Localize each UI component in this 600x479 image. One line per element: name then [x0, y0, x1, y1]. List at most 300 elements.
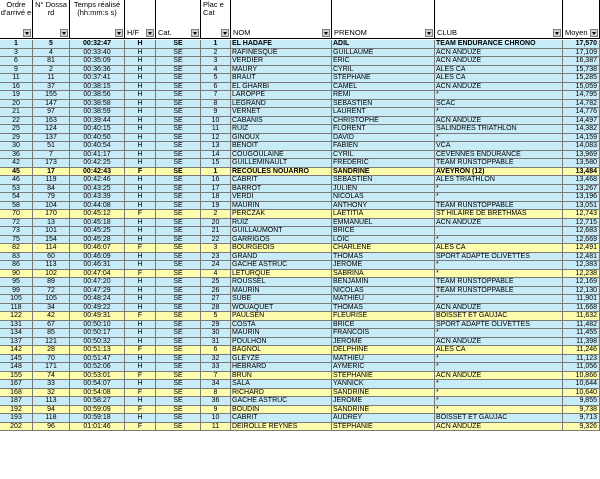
- table-row[interactable]: [0, 108, 600, 117]
- cell-prenom[interactable]: SANDRINE: [332, 389, 435, 398]
- cell-temps[interactable]: 00:38:59: [70, 108, 125, 117]
- cell-cat[interactable]: SE: [156, 176, 201, 185]
- cell-hf[interactable]: H: [125, 49, 156, 58]
- cell-moyenne[interactable]: 12,683: [563, 227, 600, 236]
- cell-hf[interactable]: H: [125, 66, 156, 75]
- cell-moyenne[interactable]: 14,782: [563, 100, 600, 109]
- cell-ordre[interactable]: 90: [0, 270, 33, 279]
- cell-hf[interactable]: H: [125, 219, 156, 228]
- cell-moyenne[interactable]: 13,484: [563, 168, 600, 177]
- cell-ordre[interactable]: 75: [0, 236, 33, 245]
- cell-hf[interactable]: F: [125, 372, 156, 381]
- cell-club[interactable]: ALES CA: [435, 244, 563, 253]
- cell-place-cat[interactable]: 34: [201, 380, 231, 389]
- cell-ordre[interactable]: 122: [0, 312, 33, 321]
- cell-club[interactable]: ALES CA: [435, 74, 563, 83]
- header-place-cat[interactable]: Plac e Cat: [201, 0, 231, 39]
- cell-dossard[interactable]: 70: [33, 355, 70, 364]
- cell-dossard[interactable]: 119: [33, 176, 70, 185]
- cell-moyenne[interactable]: 9,738: [563, 406, 600, 415]
- table-row[interactable]: [0, 134, 600, 143]
- header-ordre[interactable]: Ordre d'arrivé e: [0, 0, 33, 39]
- cell-temps[interactable]: 00:59:18: [70, 414, 125, 423]
- cell-moyenne[interactable]: 15,738: [563, 66, 600, 75]
- table-row[interactable]: [0, 66, 600, 75]
- cell-club[interactable]: *: [435, 406, 563, 415]
- cell-nom[interactable]: HEBRARD: [231, 363, 332, 372]
- cell-dossard[interactable]: 173: [33, 159, 70, 168]
- cell-prenom[interactable]: AUDREY: [332, 414, 435, 423]
- cell-moyenne[interactable]: 11,668: [563, 304, 600, 313]
- table-row[interactable]: [0, 338, 600, 347]
- header-cat[interactable]: Cat.: [156, 0, 201, 39]
- cell-temps[interactable]: 00:54:07: [70, 380, 125, 389]
- table-row[interactable]: [0, 159, 600, 168]
- cell-dossard[interactable]: 17: [33, 168, 70, 177]
- cell-nom[interactable]: GUILLAUMONT: [231, 227, 332, 236]
- cell-moyenne[interactable]: 12,130: [563, 287, 600, 296]
- cell-nom[interactable]: CABANIS: [231, 117, 332, 126]
- cell-temps[interactable]: 00:35:09: [70, 57, 125, 66]
- cell-nom[interactable]: LAROPPE: [231, 91, 332, 100]
- cell-cat[interactable]: SE: [156, 108, 201, 117]
- cell-temps[interactable]: 00:46:09: [70, 253, 125, 262]
- cell-nom[interactable]: CABRIT: [231, 176, 332, 185]
- cell-ordre[interactable]: 95: [0, 278, 33, 287]
- table-row[interactable]: [0, 83, 600, 92]
- cell-hf[interactable]: H: [125, 142, 156, 151]
- cell-place-cat[interactable]: 31: [201, 338, 231, 347]
- cell-dossard[interactable]: 94: [33, 406, 70, 415]
- cell-moyenne[interactable]: 10,644: [563, 380, 600, 389]
- cell-temps[interactable]: 00:52:06: [70, 363, 125, 372]
- cell-nom[interactable]: GACHE ASTRUC: [231, 397, 332, 406]
- cell-place-cat[interactable]: 12: [201, 134, 231, 143]
- cell-temps[interactable]: 00:49:22: [70, 304, 125, 313]
- cell-cat[interactable]: SE: [156, 244, 201, 253]
- cell-cat[interactable]: SE: [156, 295, 201, 304]
- cell-moyenne[interactable]: 12,238: [563, 270, 600, 279]
- cell-place-cat[interactable]: 23: [201, 253, 231, 262]
- cell-place-cat[interactable]: 10: [201, 117, 231, 126]
- cell-temps[interactable]: 00:39:44: [70, 117, 125, 126]
- cell-place-cat[interactable]: 17: [201, 185, 231, 194]
- cell-prenom[interactable]: NICOLAS: [332, 287, 435, 296]
- cell-dossard[interactable]: 114: [33, 244, 70, 253]
- cell-nom[interactable]: GINOUX: [231, 134, 332, 143]
- cell-cat[interactable]: SE: [156, 66, 201, 75]
- cell-ordre[interactable]: 82: [0, 244, 33, 253]
- cell-hf[interactable]: H: [125, 236, 156, 245]
- cell-cat[interactable]: SE: [156, 100, 201, 109]
- cell-temps[interactable]: 00:38:15: [70, 83, 125, 92]
- cell-cat[interactable]: SE: [156, 151, 201, 160]
- table-row[interactable]: [0, 261, 600, 270]
- cell-club[interactable]: SPORT ADAPTE OLIVETTES: [435, 253, 563, 262]
- cell-nom[interactable]: BRUN: [231, 372, 332, 381]
- cell-dossard[interactable]: 155: [33, 91, 70, 100]
- cell-cat[interactable]: SE: [156, 193, 201, 202]
- cell-nom[interactable]: MAURY: [231, 66, 332, 75]
- cell-place-cat[interactable]: 16: [201, 176, 231, 185]
- cell-temps[interactable]: 00:32:47: [70, 40, 125, 49]
- cell-cat[interactable]: SE: [156, 287, 201, 296]
- cell-cat[interactable]: SE: [156, 278, 201, 287]
- cell-cat[interactable]: SE: [156, 83, 201, 92]
- cell-dossard[interactable]: 84: [33, 185, 70, 194]
- cell-nom[interactable]: RICHARD: [231, 389, 332, 398]
- cell-moyenne[interactable]: 13,468: [563, 176, 600, 185]
- cell-cat[interactable]: SE: [156, 202, 201, 211]
- cell-hf[interactable]: H: [125, 397, 156, 406]
- cell-nom[interactable]: BAGNOL: [231, 346, 332, 355]
- cell-dossard[interactable]: 11: [33, 74, 70, 83]
- cell-prenom[interactable]: THOMAS: [332, 304, 435, 313]
- cell-ordre[interactable]: 9: [0, 66, 33, 75]
- cell-place-cat[interactable]: 36: [201, 397, 231, 406]
- cell-ordre[interactable]: 99: [0, 287, 33, 296]
- table-row[interactable]: [0, 244, 600, 253]
- cell-dossard[interactable]: 85: [33, 329, 70, 338]
- cell-hf[interactable]: H: [125, 202, 156, 211]
- cell-prenom[interactable]: JEROME: [332, 261, 435, 270]
- cell-place-cat[interactable]: 25: [201, 278, 231, 287]
- cell-nom[interactable]: BRAUT: [231, 74, 332, 83]
- cell-temps[interactable]: 00:41:17: [70, 151, 125, 160]
- cell-nom[interactable]: VERDIER: [231, 57, 332, 66]
- cell-place-cat[interactable]: 19: [201, 202, 231, 211]
- cell-prenom[interactable]: FLORENT: [332, 125, 435, 134]
- cell-nom[interactable]: VERDI: [231, 193, 332, 202]
- cell-moyenne[interactable]: 11,455: [563, 329, 600, 338]
- cell-club[interactable]: *: [435, 261, 563, 270]
- cell-moyenne[interactable]: 12,169: [563, 278, 600, 287]
- cell-ordre[interactable]: 3: [0, 49, 33, 58]
- cell-hf[interactable]: F: [125, 168, 156, 177]
- filter-dropdown-icon[interactable]: [60, 29, 68, 37]
- table-row[interactable]: [0, 389, 600, 398]
- cell-dossard[interactable]: 147: [33, 100, 70, 109]
- cell-temps[interactable]: 00:36:36: [70, 66, 125, 75]
- cell-nom[interactable]: GLEYZE: [231, 355, 332, 364]
- cell-nom[interactable]: GARRIGOS: [231, 236, 332, 245]
- cell-moyenne[interactable]: 11,632: [563, 312, 600, 321]
- cell-dossard[interactable]: 113: [33, 261, 70, 270]
- cell-ordre[interactable]: 19: [0, 91, 33, 100]
- table-row[interactable]: [0, 363, 600, 372]
- cell-cat[interactable]: SE: [156, 142, 201, 151]
- cell-moyenne[interactable]: 14,159: [563, 134, 600, 143]
- cell-place-cat[interactable]: 13: [201, 142, 231, 151]
- cell-moyenne[interactable]: 14,083: [563, 142, 600, 151]
- cell-prenom[interactable]: CYRIL: [332, 66, 435, 75]
- cell-moyenne[interactable]: 13,580: [563, 159, 600, 168]
- cell-ordre[interactable]: 142: [0, 346, 33, 355]
- cell-prenom[interactable]: EMMANUEL: [332, 219, 435, 228]
- cell-ordre[interactable]: 21: [0, 108, 33, 117]
- cell-nom[interactable]: LEGRAND: [231, 100, 332, 109]
- cell-ordre[interactable]: 145: [0, 355, 33, 364]
- cell-temps[interactable]: 00:38:56: [70, 91, 125, 100]
- cell-place-cat[interactable]: 2: [201, 49, 231, 58]
- cell-place-cat[interactable]: 2: [201, 210, 231, 219]
- cell-club[interactable]: *: [435, 363, 563, 372]
- cell-place-cat[interactable]: 7: [201, 91, 231, 100]
- cell-hf[interactable]: H: [125, 304, 156, 313]
- cell-dossard[interactable]: 121: [33, 338, 70, 347]
- cell-place-cat[interactable]: 6: [201, 83, 231, 92]
- cell-prenom[interactable]: FABIEN: [332, 142, 435, 151]
- cell-hf[interactable]: H: [125, 91, 156, 100]
- cell-nom[interactable]: GACHE ASTRUC: [231, 261, 332, 270]
- table-row[interactable]: [0, 278, 600, 287]
- cell-temps[interactable]: 00:40:50: [70, 134, 125, 143]
- cell-hf[interactable]: H: [125, 117, 156, 126]
- cell-prenom[interactable]: CHRISTOPHE: [332, 117, 435, 126]
- table-row[interactable]: [0, 423, 600, 432]
- cell-prenom[interactable]: SANDRINE: [332, 168, 435, 177]
- cell-club[interactable]: *: [435, 355, 563, 364]
- cell-club[interactable]: *: [435, 380, 563, 389]
- cell-hf[interactable]: H: [125, 100, 156, 109]
- cell-dossard[interactable]: 124: [33, 125, 70, 134]
- table-row[interactable]: [0, 74, 600, 83]
- cell-dossard[interactable]: 102: [33, 270, 70, 279]
- cell-moyenne[interactable]: 10,640: [563, 389, 600, 398]
- cell-ordre[interactable]: 167: [0, 380, 33, 389]
- cell-prenom[interactable]: JULIEN: [332, 185, 435, 194]
- cell-dossard[interactable]: 32: [33, 389, 70, 398]
- cell-place-cat[interactable]: 11: [201, 423, 231, 432]
- cell-ordre[interactable]: 25: [0, 125, 33, 134]
- cell-cat[interactable]: SE: [156, 346, 201, 355]
- cell-prenom[interactable]: MATHIEU: [332, 295, 435, 304]
- cell-moyenne[interactable]: 11,246: [563, 346, 600, 355]
- cell-nom[interactable]: BOUDIN: [231, 406, 332, 415]
- cell-prenom[interactable]: JEROME: [332, 397, 435, 406]
- cell-place-cat[interactable]: 5: [201, 312, 231, 321]
- cell-prenom[interactable]: LAURENT: [332, 108, 435, 117]
- cell-nom[interactable]: SALA: [231, 380, 332, 389]
- cell-ordre[interactable]: 6: [0, 57, 33, 66]
- cell-place-cat[interactable]: 3: [201, 244, 231, 253]
- cell-prenom[interactable]: DELPHINE: [332, 346, 435, 355]
- cell-place-cat[interactable]: 27: [201, 295, 231, 304]
- cell-nom[interactable]: RUIZ: [231, 125, 332, 134]
- cell-nom[interactable]: EL HADAFE: [231, 40, 332, 49]
- table-row[interactable]: [0, 151, 600, 160]
- cell-prenom[interactable]: DAVID: [332, 134, 435, 143]
- cell-hf[interactable]: H: [125, 287, 156, 296]
- header-temps[interactable]: Temps réalisé (hh:mm:s s): [70, 0, 125, 39]
- cell-cat[interactable]: SE: [156, 117, 201, 126]
- header-moyenne[interactable]: Moyen: [563, 0, 600, 39]
- cell-club[interactable]: TEAM RUNSTOPPABLE: [435, 159, 563, 168]
- cell-cat[interactable]: SE: [156, 304, 201, 313]
- cell-moyenne[interactable]: 12,743: [563, 210, 600, 219]
- cell-club[interactable]: ACN ANDUZE: [435, 372, 563, 381]
- cell-club[interactable]: ACN ANDUZE: [435, 49, 563, 58]
- cell-nom[interactable]: POULHON: [231, 338, 332, 347]
- cell-cat[interactable]: SE: [156, 49, 201, 58]
- cell-hf[interactable]: H: [125, 185, 156, 194]
- cell-ordre[interactable]: 83: [0, 253, 33, 262]
- cell-hf[interactable]: F: [125, 244, 156, 253]
- table-row[interactable]: [0, 219, 600, 228]
- cell-ordre[interactable]: 193: [0, 414, 33, 423]
- cell-cat[interactable]: SE: [156, 253, 201, 262]
- cell-ordre[interactable]: 20: [0, 100, 33, 109]
- cell-nom[interactable]: COUGOULAINE: [231, 151, 332, 160]
- table-row[interactable]: [0, 193, 600, 202]
- cell-prenom[interactable]: BRICE: [332, 227, 435, 236]
- cell-dossard[interactable]: 118: [33, 414, 70, 423]
- cell-cat[interactable]: SE: [156, 363, 201, 372]
- cell-place-cat[interactable]: 9: [201, 108, 231, 117]
- cell-temps[interactable]: 00:45:18: [70, 219, 125, 228]
- cell-cat[interactable]: SE: [156, 270, 201, 279]
- cell-place-cat[interactable]: 22: [201, 236, 231, 245]
- cell-moyenne[interactable]: 14,497: [563, 117, 600, 126]
- filter-dropdown-icon[interactable]: [191, 29, 199, 37]
- cell-dossard[interactable]: 34: [33, 304, 70, 313]
- cell-prenom[interactable]: ADIL: [332, 40, 435, 49]
- cell-nom[interactable]: EL GHARBI: [231, 83, 332, 92]
- cell-place-cat[interactable]: 1: [201, 40, 231, 49]
- table-row[interactable]: [0, 295, 600, 304]
- cell-prenom[interactable]: BENJAMIN: [332, 278, 435, 287]
- header-club[interactable]: CLUB: [435, 0, 563, 39]
- cell-nom[interactable]: GUILLEMINAULT: [231, 159, 332, 168]
- table-row[interactable]: [0, 321, 600, 330]
- cell-dossard[interactable]: 5: [33, 40, 70, 49]
- cell-dossard[interactable]: 97: [33, 108, 70, 117]
- cell-temps[interactable]: 00:40:15: [70, 125, 125, 134]
- cell-temps[interactable]: 00:42:25: [70, 159, 125, 168]
- cell-prenom[interactable]: FRANCOIS: [332, 329, 435, 338]
- cell-moyenne[interactable]: 12,669: [563, 236, 600, 245]
- filter-dropdown-icon[interactable]: [553, 29, 561, 37]
- cell-hf[interactable]: H: [125, 151, 156, 160]
- cell-ordre[interactable]: 134: [0, 329, 33, 338]
- cell-club[interactable]: *: [435, 397, 563, 406]
- cell-dossard[interactable]: 72: [33, 287, 70, 296]
- cell-temps[interactable]: 00:44:08: [70, 202, 125, 211]
- cell-dossard[interactable]: 4: [33, 49, 70, 58]
- cell-hf[interactable]: H: [125, 227, 156, 236]
- cell-nom[interactable]: VERNET: [231, 108, 332, 117]
- cell-ordre[interactable]: 118: [0, 304, 33, 313]
- cell-cat[interactable]: SE: [156, 236, 201, 245]
- table-row[interactable]: [0, 142, 600, 151]
- cell-cat[interactable]: SE: [156, 57, 201, 66]
- cell-cat[interactable]: SE: [156, 261, 201, 270]
- table-row[interactable]: [0, 117, 600, 126]
- table-row[interactable]: [0, 227, 600, 236]
- cell-hf[interactable]: H: [125, 83, 156, 92]
- cell-club[interactable]: ALES CA: [435, 346, 563, 355]
- cell-cat[interactable]: SE: [156, 380, 201, 389]
- cell-nom[interactable]: BARROT: [231, 185, 332, 194]
- cell-dossard[interactable]: 163: [33, 117, 70, 126]
- cell-hf[interactable]: F: [125, 423, 156, 432]
- cell-club[interactable]: TEAM RUNSTOPPABLE: [435, 287, 563, 296]
- cell-ordre[interactable]: 58: [0, 202, 33, 211]
- cell-prenom[interactable]: THOMAS: [332, 253, 435, 262]
- cell-nom[interactable]: SUBE: [231, 295, 332, 304]
- cell-hf[interactable]: F: [125, 406, 156, 415]
- cell-temps[interactable]: 00:48:24: [70, 295, 125, 304]
- cell-dossard[interactable]: 2: [33, 66, 70, 75]
- cell-temps[interactable]: 00:50:32: [70, 338, 125, 347]
- cell-place-cat[interactable]: 15: [201, 159, 231, 168]
- cell-moyenne[interactable]: 13,196: [563, 193, 600, 202]
- header-prenom[interactable]: PRENOM: [332, 0, 435, 39]
- cell-moyenne[interactable]: 11,482: [563, 321, 600, 330]
- cell-cat[interactable]: SE: [156, 321, 201, 330]
- cell-place-cat[interactable]: 10: [201, 414, 231, 423]
- cell-place-cat[interactable]: 26: [201, 287, 231, 296]
- cell-prenom[interactable]: CAMEL: [332, 83, 435, 92]
- cell-ordre[interactable]: 70: [0, 210, 33, 219]
- filter-dropdown-icon[interactable]: [590, 29, 598, 37]
- cell-cat[interactable]: SE: [156, 134, 201, 143]
- cell-ordre[interactable]: 131: [0, 321, 33, 330]
- table-row[interactable]: [0, 304, 600, 313]
- cell-place-cat[interactable]: 7: [201, 372, 231, 381]
- header-nom[interactable]: NOM: [231, 0, 332, 39]
- cell-hf[interactable]: H: [125, 261, 156, 270]
- cell-place-cat[interactable]: 8: [201, 389, 231, 398]
- cell-cat[interactable]: SE: [156, 185, 201, 194]
- cell-prenom[interactable]: CHARLENE: [332, 244, 435, 253]
- cell-prenom[interactable]: SABRINA: [332, 270, 435, 279]
- table-row[interactable]: [0, 57, 600, 66]
- cell-hf[interactable]: H: [125, 338, 156, 347]
- cell-moyenne[interactable]: 15,059: [563, 83, 600, 92]
- cell-dossard[interactable]: 170: [33, 210, 70, 219]
- cell-hf[interactable]: H: [125, 355, 156, 364]
- table-row[interactable]: [0, 100, 600, 109]
- table-row[interactable]: [0, 91, 600, 100]
- cell-temps[interactable]: 00:50:17: [70, 329, 125, 338]
- cell-hf[interactable]: H: [125, 40, 156, 49]
- cell-moyenne[interactable]: 11,901: [563, 295, 600, 304]
- cell-cat[interactable]: SE: [156, 219, 201, 228]
- cell-temps[interactable]: 00:59:09: [70, 406, 125, 415]
- cell-club[interactable]: ACN ANDUZE: [435, 423, 563, 432]
- cell-temps[interactable]: 00:50:10: [70, 321, 125, 330]
- cell-temps[interactable]: 00:49:31: [70, 312, 125, 321]
- cell-dossard[interactable]: 81: [33, 57, 70, 66]
- cell-ordre[interactable]: 86: [0, 261, 33, 270]
- cell-cat[interactable]: SE: [156, 329, 201, 338]
- cell-place-cat[interactable]: 21: [201, 227, 231, 236]
- cell-club[interactable]: TEAM RUNSTOPPABLE: [435, 202, 563, 211]
- cell-cat[interactable]: SE: [156, 397, 201, 406]
- cell-moyenne[interactable]: 13,969: [563, 151, 600, 160]
- cell-temps[interactable]: 00:33:40: [70, 49, 125, 58]
- table-row[interactable]: [0, 125, 600, 134]
- cell-club[interactable]: BOISSET ET GAUJAC: [435, 312, 563, 321]
- cell-club[interactable]: ACN ANDUZE: [435, 57, 563, 66]
- table-row[interactable]: [0, 380, 600, 389]
- cell-hf[interactable]: H: [125, 414, 156, 423]
- cell-temps[interactable]: 00:45:25: [70, 227, 125, 236]
- cell-place-cat[interactable]: 9: [201, 406, 231, 415]
- cell-prenom[interactable]: ANTHONY: [332, 202, 435, 211]
- cell-moyenne[interactable]: 9,326: [563, 423, 600, 432]
